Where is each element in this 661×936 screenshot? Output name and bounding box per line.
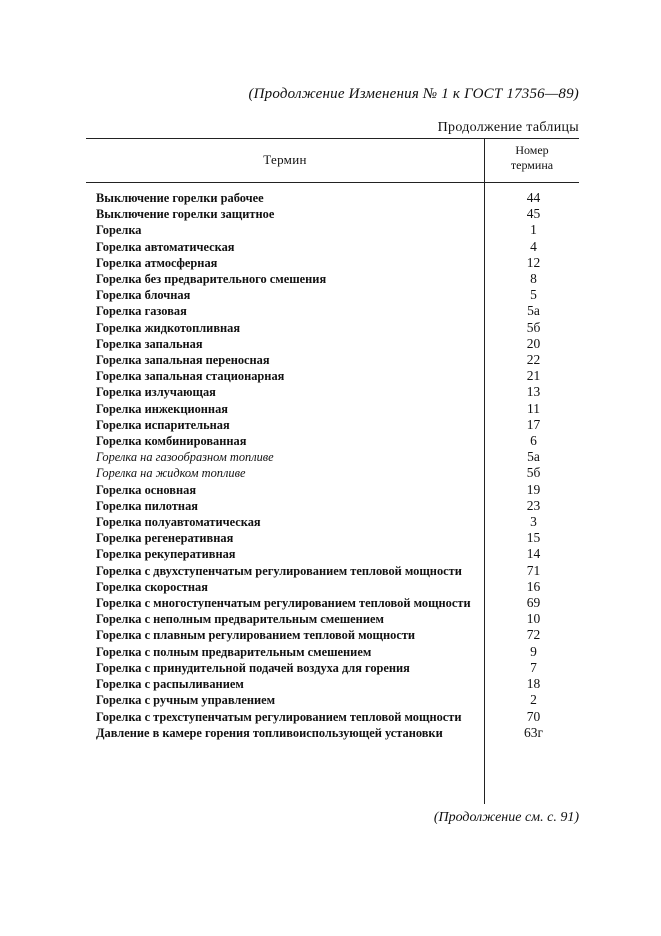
term-cell: Горелка с ручным управлением	[96, 693, 276, 708]
table-row	[96, 611, 579, 627]
column-header-number	[485, 143, 579, 173]
number-cell: 2	[530, 692, 537, 708]
table-row	[96, 482, 579, 498]
table-row	[96, 676, 579, 692]
table-row	[96, 433, 579, 449]
term-cell: Горелка запальная	[96, 336, 203, 351]
table-row	[96, 190, 579, 206]
amendment-continuation-header: (Продолжение Изменения № 1 к ГОСТ 17356—89)	[248, 86, 579, 102]
number-cell: 5б	[526, 319, 541, 335]
term-cell: Горелка с многоступенчатым регулированием тепловой мощности	[96, 596, 471, 611]
number-cell: 17	[526, 416, 541, 432]
table-row	[96, 222, 579, 238]
term-cell: Горелка автоматическая	[96, 239, 235, 254]
term-cell: Горелка излучающая	[96, 385, 216, 400]
number-cell: 14	[526, 546, 541, 562]
number-cell: 4	[530, 238, 537, 254]
number-cell: 6	[530, 433, 537, 449]
table-row	[96, 579, 579, 595]
table-row	[96, 239, 579, 255]
number-cell: 9	[530, 643, 537, 659]
term-cell: Горелка основная	[96, 482, 197, 497]
number-cell: 7	[530, 659, 537, 675]
term-cell: Выключение горелки защитное	[96, 207, 275, 222]
term-cell: Горелка рекуперативная	[96, 547, 236, 562]
column-header-term: Термин	[263, 152, 307, 167]
term-cell: Горелка жидкотопливная	[96, 320, 241, 335]
number-cell: 3	[530, 514, 537, 530]
table-row	[96, 514, 579, 530]
term-cell: Горелка с принудительной подачей воздуха для горения	[96, 660, 410, 675]
table-row	[96, 368, 579, 384]
table-row	[96, 709, 579, 725]
table-body	[96, 190, 579, 741]
table-row	[96, 449, 579, 465]
number-cell: 20	[526, 335, 541, 351]
number-cell: 22	[526, 352, 541, 368]
number-cell: 18	[526, 676, 541, 692]
term-cell: Горелка полуавтоматическая	[96, 515, 261, 530]
table-row	[96, 271, 579, 287]
number-cell: 19	[526, 481, 541, 497]
number-cell: 70	[526, 708, 541, 724]
number-cell: 44	[526, 190, 541, 205]
table-row	[96, 352, 579, 368]
continuation-footer: (Продолжение см. с. 91)	[433, 810, 579, 825]
terms-table	[86, 138, 579, 804]
number-cell: 5а	[527, 449, 540, 465]
term-cell: Горелка газовая	[96, 304, 187, 319]
term-cell: Горелка с неполным предварительным смешением	[96, 612, 384, 627]
number-cell: 5б	[526, 465, 541, 481]
number-cell: 71	[526, 562, 541, 578]
table-row	[96, 417, 579, 433]
table-row	[96, 627, 579, 643]
number-cell: 13	[526, 384, 541, 400]
term-cell: Горелка комбинированная	[96, 434, 247, 449]
term-cell: Горелка с полным предварительным смешением	[96, 644, 372, 659]
table-row	[96, 644, 579, 660]
term-cell: Горелка испарительная	[96, 417, 230, 432]
number-cell: 21	[526, 368, 541, 384]
table-row	[96, 206, 579, 222]
table-row	[96, 725, 579, 741]
number-cell: 8	[530, 271, 537, 287]
term-cell: Горелка атмосферная	[96, 255, 218, 270]
term-cell: Горелка с двухступенчатым регулированием тепловой мощности	[96, 563, 462, 578]
number-cell: 63г	[523, 724, 544, 740]
number-cell: 10	[526, 611, 541, 627]
table-row	[96, 692, 579, 708]
table-row	[96, 465, 579, 481]
table-row	[96, 660, 579, 676]
term-cell: Горелка	[96, 223, 142, 238]
table-row	[96, 287, 579, 303]
term-cell: Давление в камере горения топливоиспользующей установки	[96, 725, 443, 740]
number-cell: 16	[526, 578, 541, 594]
term-cell: Горелка регенеративная	[96, 531, 234, 546]
number-cell: 5а	[527, 303, 540, 319]
term-cell: Горелка на газообразном топливе	[96, 450, 274, 465]
term-cell: Горелка запальная стационарная	[96, 369, 285, 384]
table-row	[96, 563, 579, 579]
term-cell: Горелка на жидком топливе	[96, 466, 246, 481]
term-cell: Горелка пилотная	[96, 498, 198, 513]
term-cell: Горелка без предварительного смешения	[96, 272, 327, 287]
table-row	[96, 530, 579, 546]
table-row	[96, 384, 579, 400]
table-header-rule	[86, 182, 579, 183]
number-cell: 23	[526, 497, 541, 513]
term-cell: Горелка инжекционная	[96, 401, 228, 416]
table-row	[96, 546, 579, 562]
number-cell: 12	[526, 254, 541, 270]
number-cell: 72	[526, 627, 541, 643]
number-cell: 1	[530, 222, 537, 238]
table-row	[96, 303, 579, 319]
table-row	[96, 401, 579, 417]
number-cell: 45	[526, 206, 541, 222]
table-row	[96, 595, 579, 611]
table-continuation-label: Продолжение таблицы	[437, 120, 579, 135]
column-header-number-line2: термина	[510, 158, 554, 172]
term-cell: Горелка с распыливанием	[96, 677, 244, 692]
term-cell: Горелка с плавным регулированием тепловой мощности	[96, 628, 416, 643]
number-cell: 15	[526, 530, 541, 546]
table-row	[96, 255, 579, 271]
term-cell: Горелка с трехступенчатым регулированием тепловой мощности	[96, 709, 462, 724]
column-header-number-line1: Номер	[515, 143, 549, 157]
number-cell: 5	[530, 287, 537, 303]
table-top-rule	[86, 138, 579, 139]
term-cell: Выключение горелки рабочее	[96, 191, 264, 205]
table-row	[96, 498, 579, 514]
table-row	[96, 320, 579, 336]
number-cell: 69	[526, 595, 541, 611]
term-cell: Горелка запальная переносная	[96, 353, 270, 368]
number-cell: 11	[527, 400, 540, 416]
term-cell: Горелка блочная	[96, 288, 191, 303]
table-row	[96, 336, 579, 352]
term-cell: Горелка скоростная	[96, 579, 208, 594]
